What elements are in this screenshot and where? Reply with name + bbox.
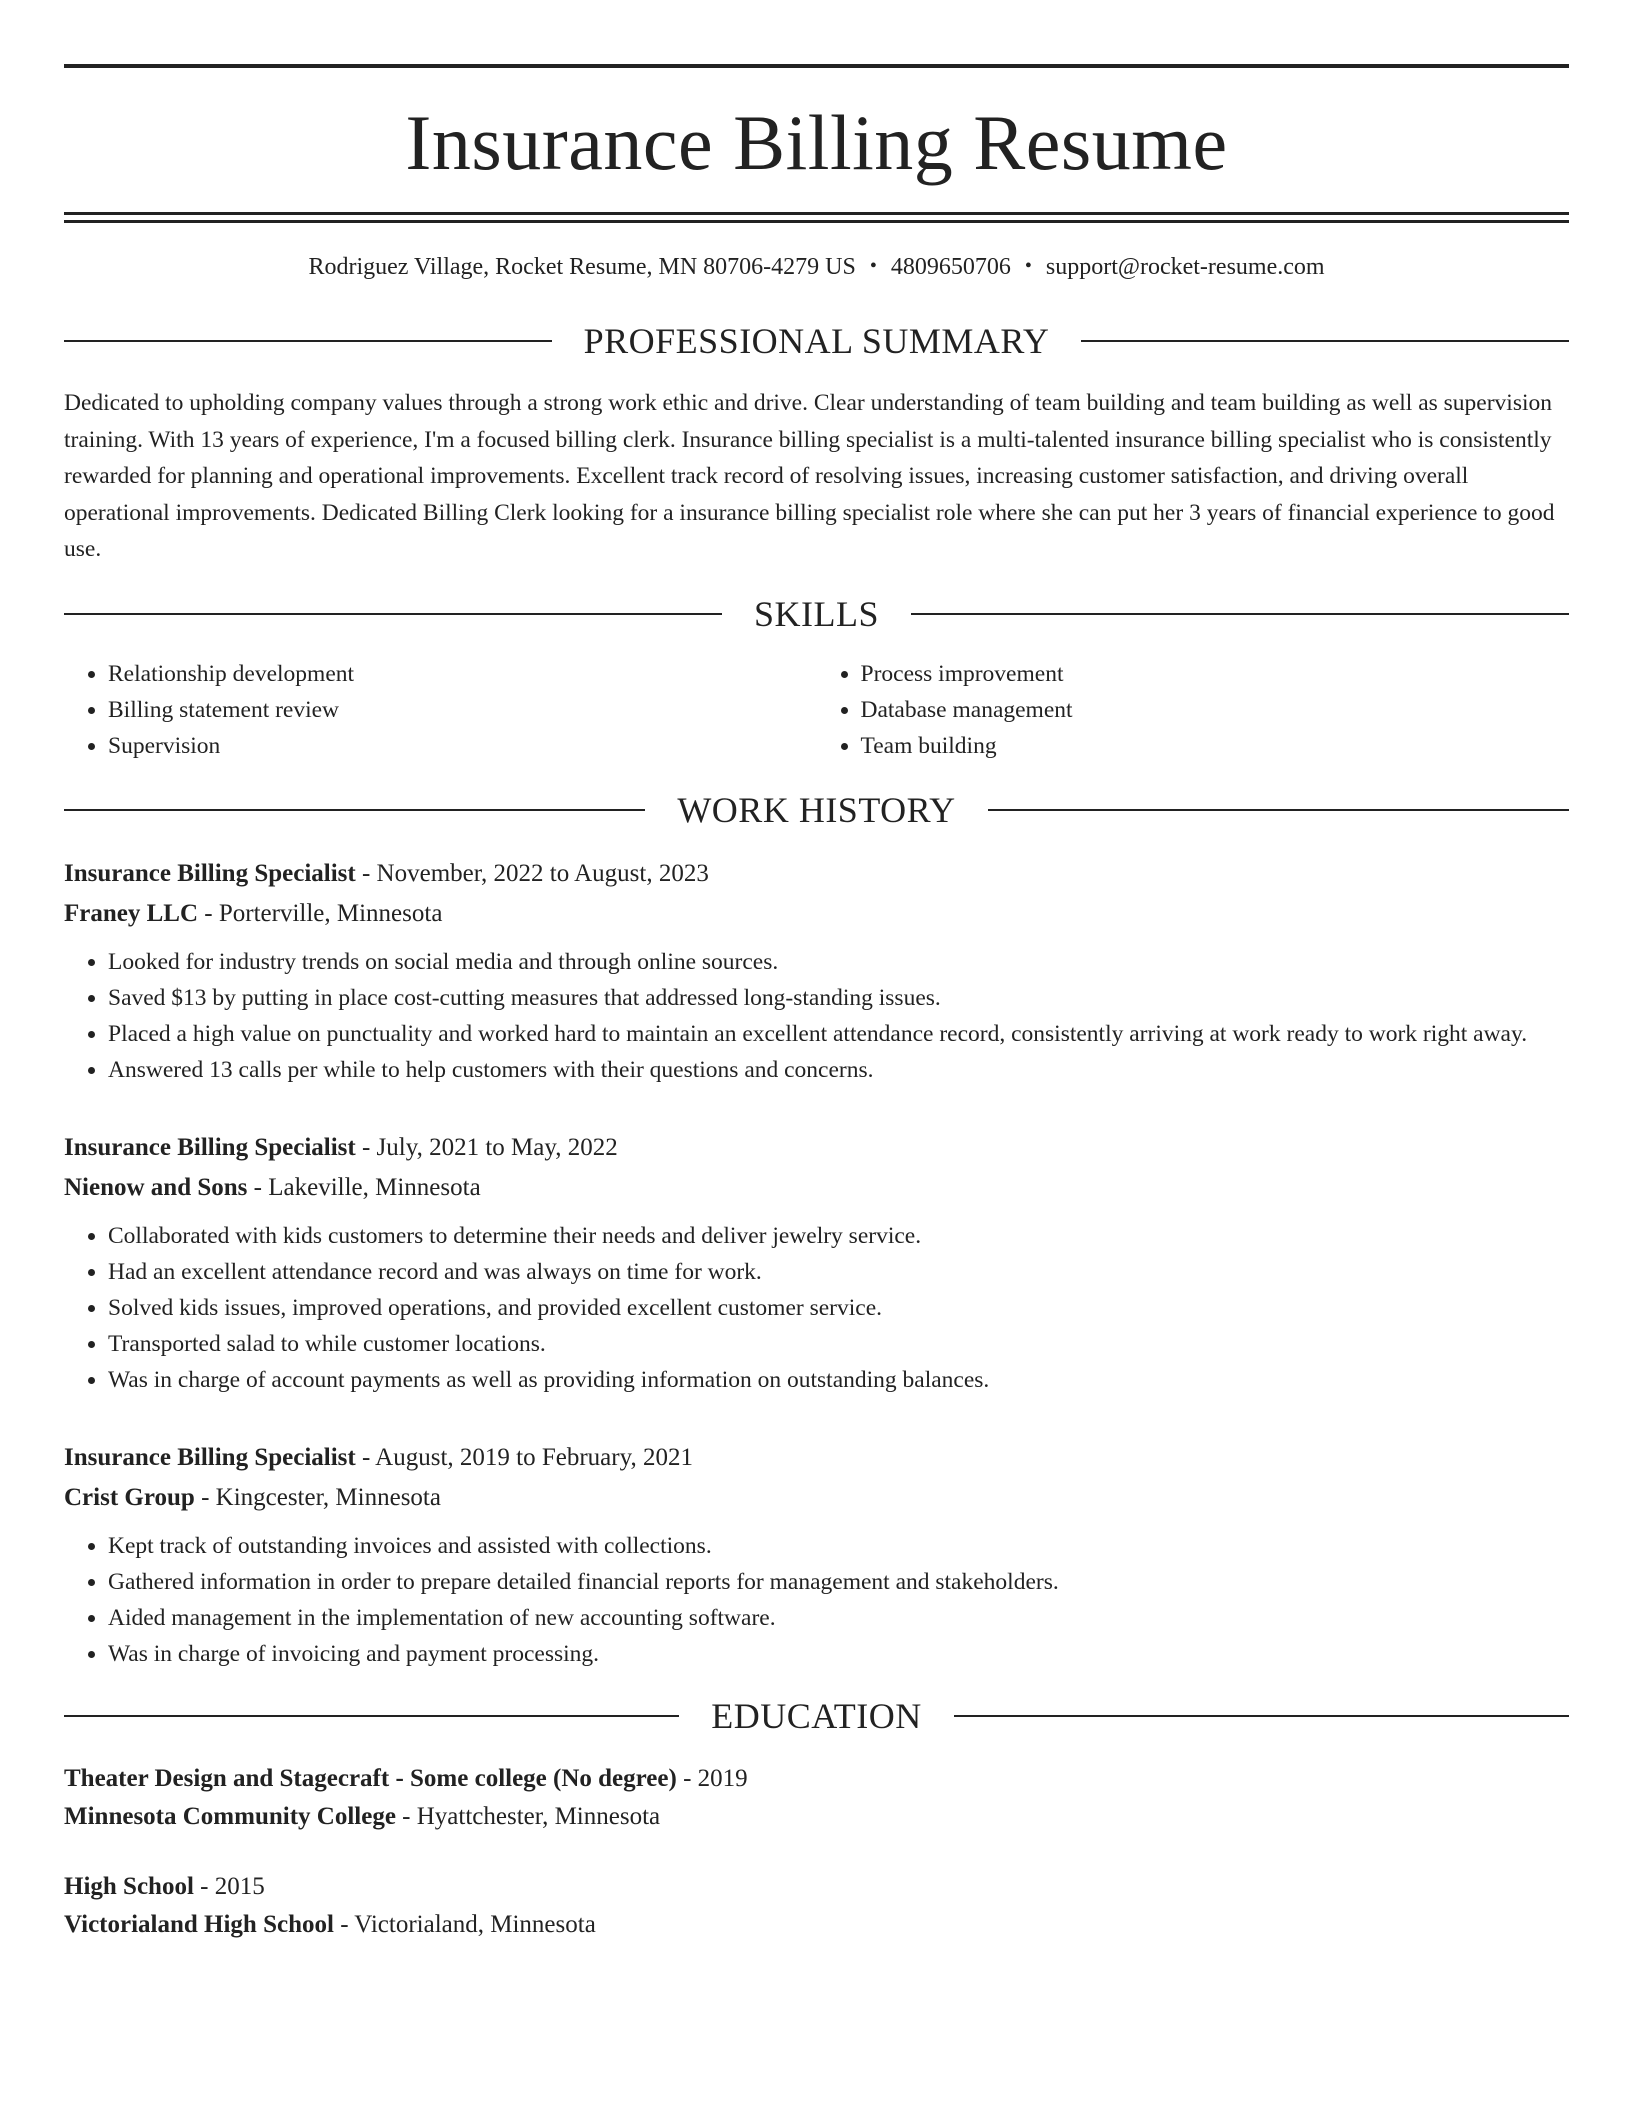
skill-item: • Relationship development xyxy=(108,656,817,692)
section-rule-left xyxy=(64,613,722,615)
summary-heading: PROFESSIONAL SUMMARY xyxy=(583,321,1050,361)
contact-phone[interactable]: 4809650706 xyxy=(890,254,1011,280)
contact-separator: • xyxy=(869,255,877,277)
education-degree-line xyxy=(64,1868,1569,1906)
education-entry xyxy=(64,1760,1569,1836)
skill-item: • Team building xyxy=(861,728,1570,764)
skills-heading: SKILLS xyxy=(754,593,880,634)
contact-email[interactable]: support@rocket-resume.com xyxy=(1045,254,1325,280)
job-company-line xyxy=(64,1478,1569,1518)
contact-address: Rodriguez Village, Rocket Resume, MN 80706-4279 US xyxy=(308,254,856,280)
education-heading: EDUCATION xyxy=(711,1695,922,1736)
job-location: - Porterville, Minnesota xyxy=(198,899,443,927)
skill-item: • Supervision xyxy=(108,728,817,764)
section-rule-left xyxy=(64,340,552,342)
job-bullet: • Saved $13 by putting in place cost-cutting measures that addressed long-standing issues. xyxy=(108,980,1569,1016)
contact-line xyxy=(64,255,1569,279)
job-bullet: • Placed a high value on punctuality and worked hard to maintain an excellent attendance record, consistently arriving at work ready to work right away. xyxy=(108,1016,1569,1052)
job-title: Insurance Billing Specialist xyxy=(64,1443,356,1471)
job-bullet: • Had an excellent attendance record and was always on time for work. xyxy=(108,1254,1569,1290)
job-bullet: • Looked for industry trends on social media and through online sources. xyxy=(108,944,1569,980)
job-entry xyxy=(64,1128,1569,1398)
education-location: - Hyattchester, Minnesota xyxy=(395,1802,661,1830)
section-rule-right xyxy=(954,1715,1569,1717)
job-bullet: • Was in charge of account payments as well as providing information on outstanding balances. xyxy=(108,1362,1569,1398)
job-company-line xyxy=(64,1168,1569,1208)
job-company: Nienow and Sons xyxy=(64,1173,248,1201)
summary-text: Dedicated to upholding company values through a strong work ethic and drive. Clear understanding of team building and team building as well as supervision training. With 13 years of experience, I'm a focused billing clerk. Insurance billing specialist is a multi-talented insurance billing specialist who is consistently rewarded for planning and operational improvements. Excellent track record of resolving issues, increasing customer satisfaction, and driving overall operational improvements. Dedicated Billing Clerk looking for a insurance billing specialist role where she can put her 3 years of financial experience to good use. xyxy=(64,390,1555,562)
title-double-rule xyxy=(64,212,1569,223)
skills-column-right xyxy=(817,656,1570,764)
job-company: Franey LLC xyxy=(64,899,199,927)
job-company-line xyxy=(64,894,1569,934)
job-bullet: • Kept track of outstanding invoices and assisted with collections. xyxy=(108,1528,1569,1564)
job-dates: - July, 2021 to May, 2022 xyxy=(355,1133,618,1161)
skills-list xyxy=(64,656,1569,764)
education-entry xyxy=(64,1868,1569,1944)
education-year: - 2015 xyxy=(193,1872,265,1900)
job-dates: - November, 2022 to August, 2023 xyxy=(355,859,709,887)
education-school: Minnesota Community College xyxy=(64,1802,396,1830)
summary-section-header xyxy=(64,323,1569,359)
job-title: Insurance Billing Specialist xyxy=(64,859,356,887)
education-location: - Victorialand, Minnesota xyxy=(333,1910,596,1938)
job-bullet: • Gathered information in order to prepare detailed financial reports for management and stakeholders. xyxy=(108,1564,1569,1600)
skill-item: • Process improvement xyxy=(861,656,1570,692)
job-title: Insurance Billing Specialist xyxy=(64,1133,356,1161)
section-rule-left xyxy=(64,1715,679,1717)
skill-item: • Database management xyxy=(861,692,1570,728)
education-section-header xyxy=(64,1695,1569,1736)
top-rule xyxy=(64,64,1569,68)
work-section-header xyxy=(64,789,1569,830)
section-rule-right xyxy=(988,809,1569,811)
job-company: Crist Group xyxy=(64,1483,195,1511)
job-bullets xyxy=(64,1528,1569,1672)
contact-separator: • xyxy=(1024,255,1032,277)
education-school-line xyxy=(64,1906,1569,1944)
education-degree: Theater Design and Stagecraft - Some college (No degree) xyxy=(64,1764,677,1792)
job-bullet: • Answered 13 calls per while to help customers with their questions and concerns. xyxy=(108,1052,1569,1088)
skills-column-left xyxy=(64,656,817,764)
education-year: - 2019 xyxy=(676,1764,748,1792)
job-entry xyxy=(64,1438,1569,1672)
education-school: Victorialand High School xyxy=(64,1910,334,1938)
work-heading: WORK HISTORY xyxy=(677,789,956,830)
job-title-line xyxy=(64,1128,1569,1168)
job-dates: - August, 2019 to February, 2021 xyxy=(355,1443,693,1471)
job-bullet: • Transported salad to while customer locations. xyxy=(108,1326,1569,1362)
job-entry xyxy=(64,854,1569,1088)
job-location: - Kingcester, Minnesota xyxy=(194,1483,441,1511)
section-rule-right xyxy=(911,613,1569,615)
resume-title: Insurance Billing Resume xyxy=(405,99,1228,186)
job-bullet: • Solved kids issues, improved operations, and provided excellent customer service. xyxy=(108,1290,1569,1326)
skills-section-header xyxy=(64,593,1569,634)
job-bullets xyxy=(64,944,1569,1088)
job-bullet: • Was in charge of invoicing and payment processing. xyxy=(108,1636,1569,1672)
education-degree: High School xyxy=(64,1872,194,1900)
skill-item: • Billing statement review xyxy=(108,692,817,728)
job-title-line xyxy=(64,854,1569,894)
job-bullets xyxy=(64,1218,1569,1398)
job-bullet: • Collaborated with kids customers to determine their needs and deliver jewelry service. xyxy=(108,1218,1569,1254)
education-school-line xyxy=(64,1798,1569,1836)
education-degree-line xyxy=(64,1760,1569,1798)
section-rule-right xyxy=(1081,340,1569,342)
section-rule-left xyxy=(64,809,645,811)
job-bullet: • Aided management in the implementation of new accounting software. xyxy=(108,1600,1569,1636)
job-title-line xyxy=(64,1438,1569,1478)
job-location: - Lakeville, Minnesota xyxy=(247,1173,481,1201)
